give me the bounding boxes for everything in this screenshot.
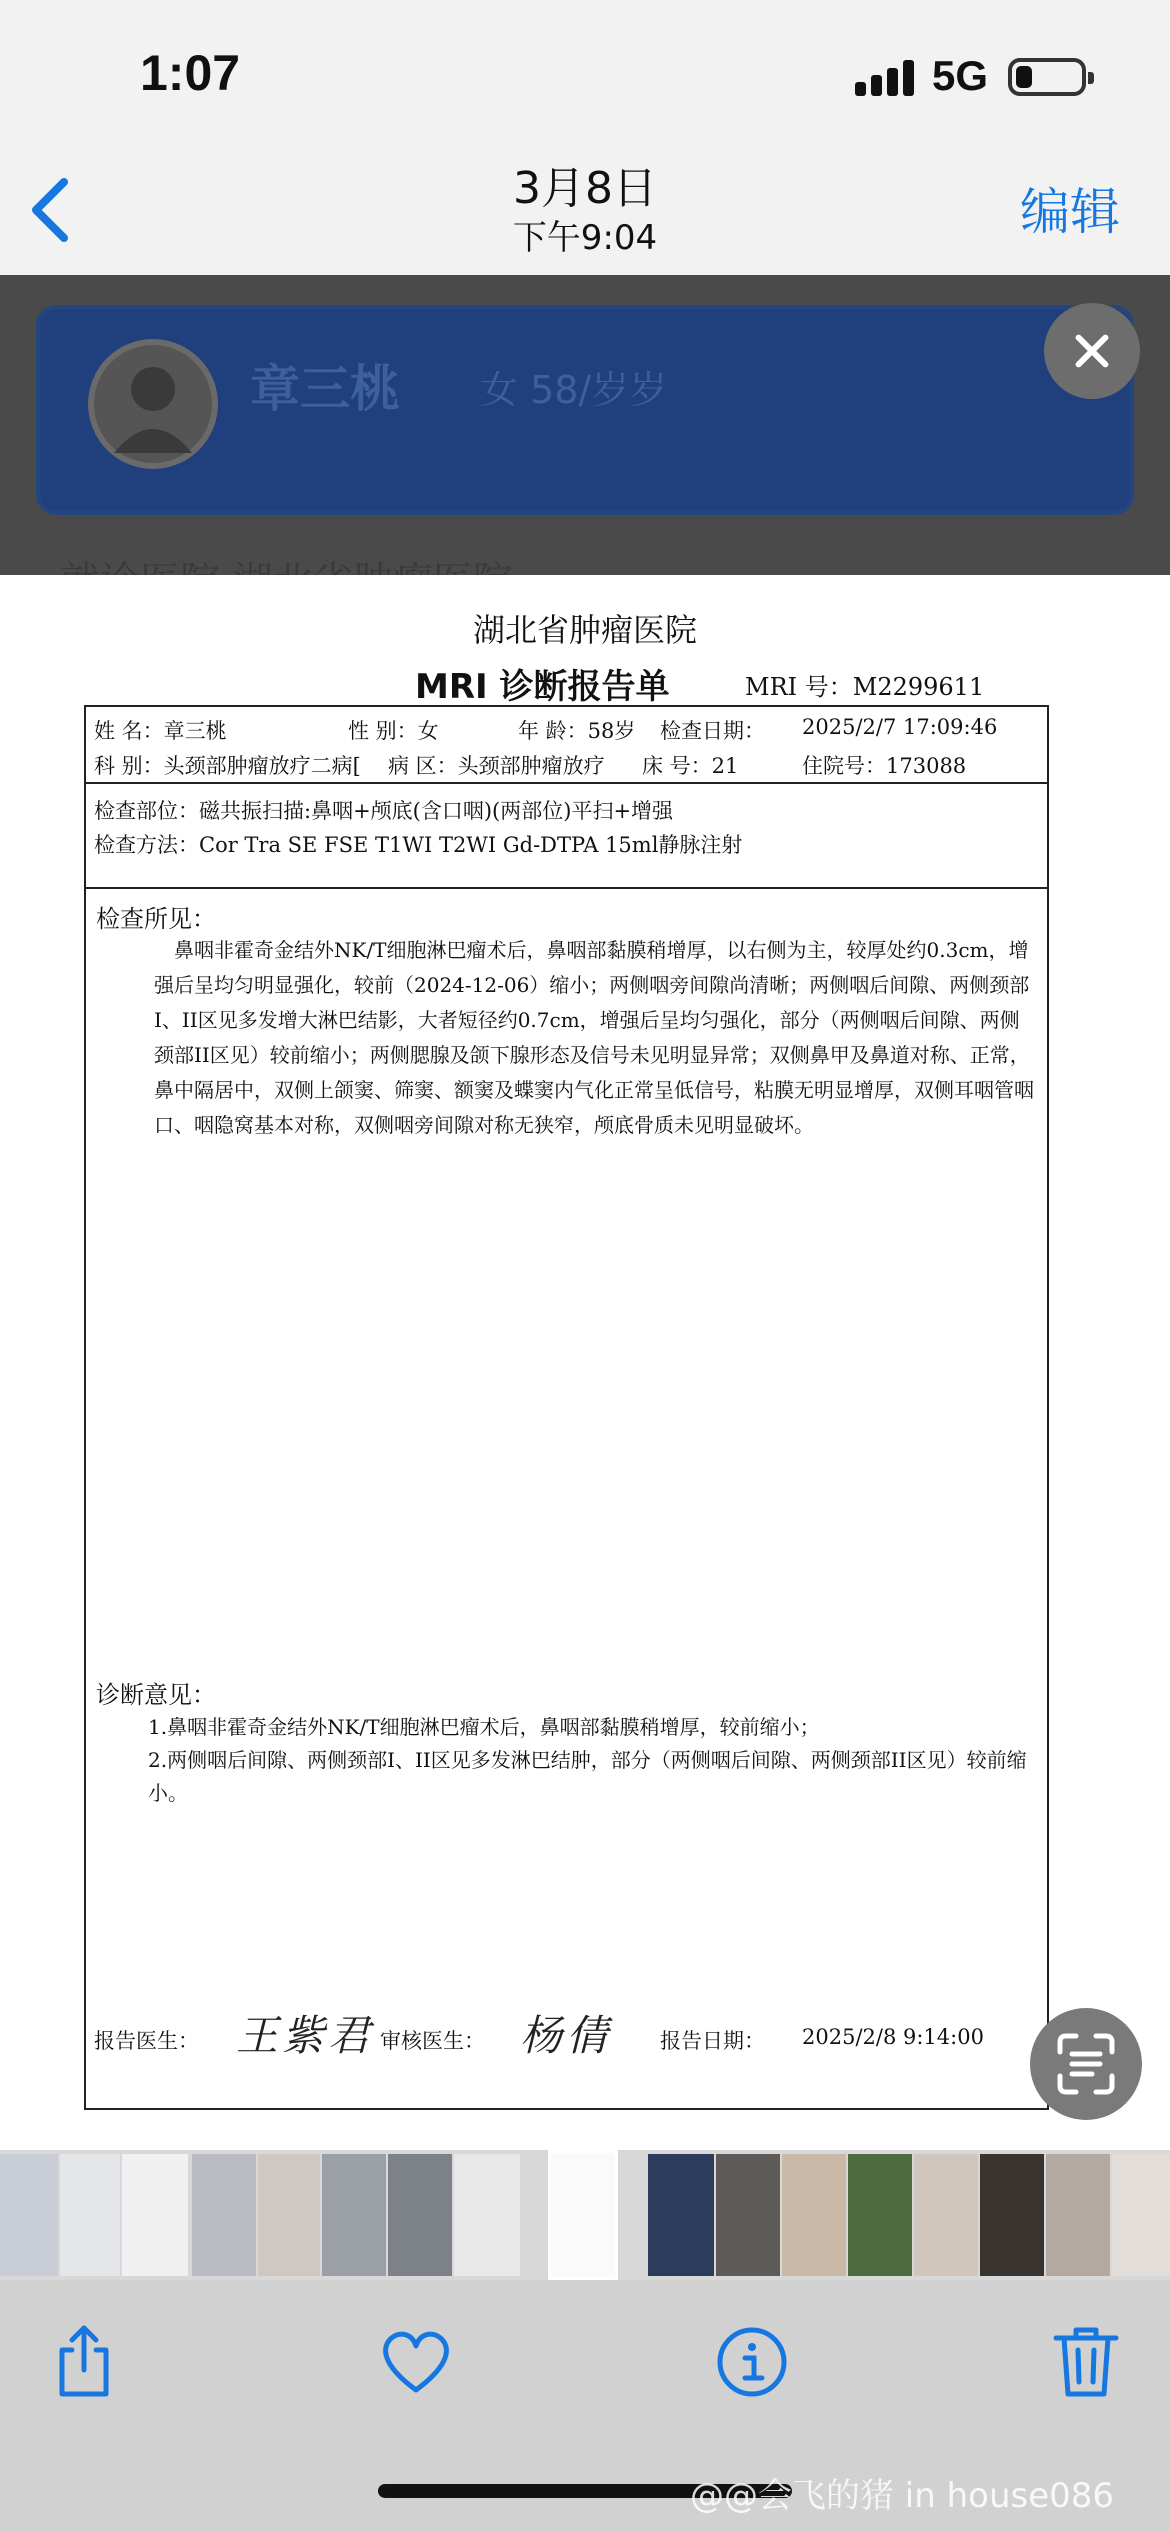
text-scan-icon xyxy=(1030,2008,1142,2120)
avatar xyxy=(88,339,218,469)
thumbnail-selected[interactable] xyxy=(548,2150,618,2280)
signal-icon xyxy=(855,60,915,96)
diagnosis-item: 2.两侧咽后间隙、两侧颈部I、II区见多发淋巴结肿，部分（两侧咽后间隙、两侧颈部II区见）较前缩小。 xyxy=(148,1748,1027,1805)
close-button[interactable] xyxy=(1044,303,1140,399)
battery-icon xyxy=(1008,58,1086,96)
findings-text xyxy=(154,933,1034,1143)
patient-card xyxy=(36,305,1134,515)
review-doctor-label: 审核医生： xyxy=(380,2029,485,2053)
findings-body: 鼻咽非霍奇金结外NK/T细胞淋巴瘤术后，鼻咽部黏膜稍增厚，以右侧为主，较厚处约0.3cm，增强后呈均匀明显强化，较前（2024-12-06）缩小；两侧咽旁间隙尚清晰；两侧咽后间隙、两侧颈部I、II区见多发增大淋巴结影，大者短径约0.7cm，增强后呈均匀强化，部分（两侧咽后间隙、两侧颈部II区见）较前缩小；两侧腮腺及颌下腺形态及信号未见明显异常；双侧鼻甲及鼻道对称、正常，鼻中隔居中，双侧上颌窦、筛窦、额窦及蝶窦内气化正常呈低信号，粘膜无明显增厚，双侧耳咽管咽口、咽隐窝基本对称，双侧咽旁间隙对称无狭窄，颅底骨质未见明显破坏。 xyxy=(154,938,1034,1137)
status-bar xyxy=(0,0,1170,150)
age-field: 年 龄：58岁 xyxy=(518,719,636,743)
report-sheet xyxy=(84,705,1049,2110)
photo-date: 3月8日 xyxy=(513,163,657,214)
report-doctor-signature: 王紫君 xyxy=(236,2011,375,2060)
thumbnail[interactable] xyxy=(782,2154,846,2276)
exam-method-text: 检查方法：Cor Tra SE FSE T1WI T2WI Gd-DTPA 15ml静脉注射 xyxy=(94,833,743,857)
patient-name-field: 姓 名：章三桃 xyxy=(94,719,227,743)
nav-header xyxy=(0,150,1170,275)
thumbnail[interactable] xyxy=(322,2154,386,2276)
exam-date-value: 2025/2/7 17:09:46 xyxy=(802,715,998,739)
diagnosis-title: 诊断意见： xyxy=(96,1681,216,1709)
patient-info: 女 58/岁岁 xyxy=(480,368,668,412)
thumbnail[interactable] xyxy=(848,2154,912,2276)
edit-button[interactable]: 编辑 xyxy=(1020,183,1120,241)
thumbnail[interactable] xyxy=(716,2154,780,2276)
photo-backdrop xyxy=(0,275,1170,575)
thumbnail[interactable] xyxy=(454,2154,520,2276)
thumbnail[interactable] xyxy=(980,2154,1044,2276)
mri-report-document xyxy=(0,575,1170,2150)
heart-icon[interactable] xyxy=(376,2320,456,2400)
person-icon xyxy=(94,345,212,463)
thumbnail[interactable] xyxy=(258,2154,320,2276)
trash-icon[interactable] xyxy=(1046,2320,1126,2400)
dept-field: 科 别：头颈部肿瘤放疗二病[ xyxy=(94,754,361,778)
thumbnail[interactable] xyxy=(1112,2154,1170,2276)
network-type: 5G xyxy=(932,52,989,99)
findings-title: 检查所见： xyxy=(96,905,216,933)
divider xyxy=(86,782,1047,784)
thumbnail-strip[interactable] xyxy=(0,2150,1170,2280)
status-time: 1:07 xyxy=(140,45,241,101)
thumbnail[interactable] xyxy=(648,2154,714,2276)
thumbnail[interactable] xyxy=(60,2154,120,2276)
report-title: MRI 诊断报告单 xyxy=(415,667,670,707)
info-icon[interactable] xyxy=(712,2320,792,2400)
review-doctor-signature: 杨倩 xyxy=(520,2011,613,2060)
bed-field: 床 号：21 xyxy=(642,754,739,778)
exam-date-label: 检查日期： xyxy=(660,719,765,743)
photo-time: 下午9:04 xyxy=(512,218,658,258)
thumbnail[interactable] xyxy=(914,2154,978,2276)
report-doctor-label: 报告医生： xyxy=(94,2029,199,2053)
patient-name: 章三桃 xyxy=(250,360,400,418)
live-text-button[interactable] xyxy=(1030,2008,1142,2120)
thumbnail[interactable] xyxy=(388,2154,452,2276)
exam-part-text: 检查部位：磁共振扫描:鼻咽+颅底(含口咽)(两部位)平扫+增强 xyxy=(94,799,674,823)
diagnosis-item: 1.鼻咽非霍奇金结外NK/T细胞淋巴瘤术后，鼻咽部黏膜稍增厚，较前缩小； xyxy=(148,1715,820,1739)
hospital-name: 湖北省肿瘤医院 xyxy=(472,611,697,649)
sex-field: 性 别：女 xyxy=(348,719,439,743)
ward-field: 病 区：头颈部肿瘤放疗 xyxy=(388,754,605,778)
watermark: @@会飞的猪 in house086 xyxy=(690,2476,1115,2516)
report-time-label: 报告日期： xyxy=(660,2029,765,2053)
inpatient-field: 住院号：173088 xyxy=(802,754,967,778)
thumbnail[interactable] xyxy=(1046,2154,1110,2276)
thumbnail[interactable] xyxy=(192,2154,256,2276)
share-icon[interactable] xyxy=(44,2320,124,2400)
report-number: MRI 号：M2299611 xyxy=(745,673,985,701)
thumbnail[interactable] xyxy=(122,2154,188,2276)
report-time-value: 2025/2/8 9:14:00 xyxy=(802,2025,984,2049)
thumbnail[interactable] xyxy=(0,2154,58,2276)
divider xyxy=(86,887,1047,889)
